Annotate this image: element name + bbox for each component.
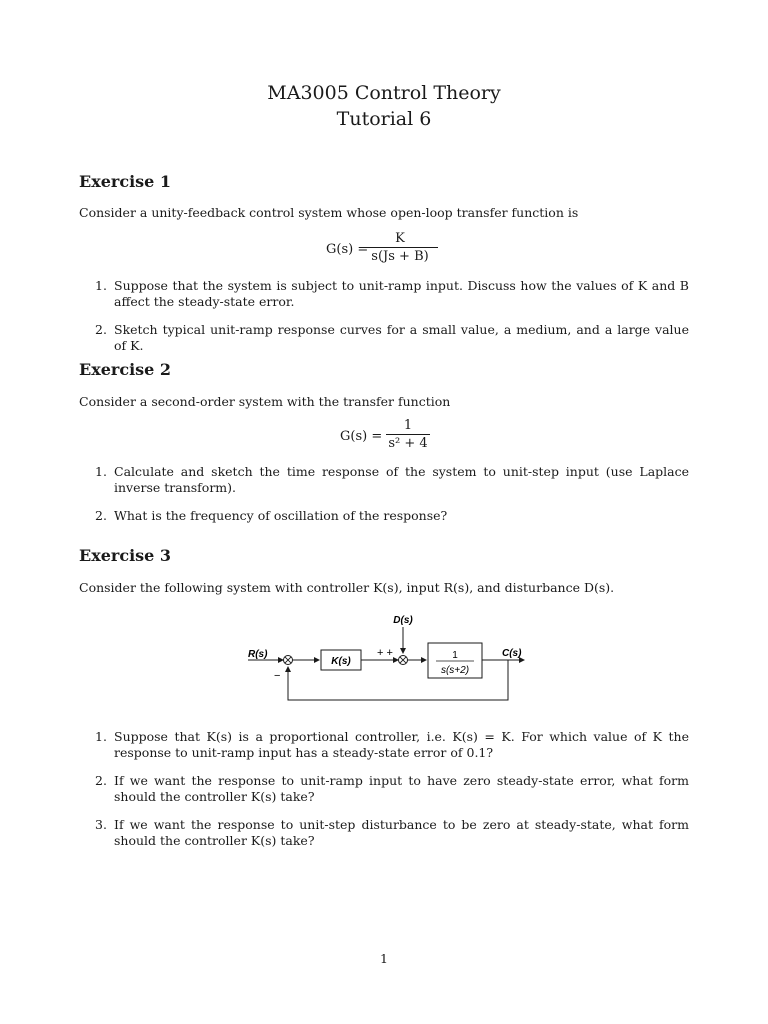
block-diagram	[240, 610, 530, 710]
exercise-1-item-2: 2. Sketch typical unit-ramp response curves for a small value, a medium, and a large value of K.	[95, 322, 689, 353]
exercise-2-intro: Consider a second-order system with the transfer function	[79, 394, 451, 409]
equation-denominator: s(Js + B)	[371, 249, 429, 264]
plant-denominator: s(s+2)	[440, 665, 470, 676]
exercise-3-item-3: 3. If we want the response to unit-step disturbance to be zero at steady-state, what form should the controller K(s) take?	[95, 817, 689, 848]
equation-lhs: G(s) =	[326, 242, 369, 257]
disturbance-label: D(s)	[393, 615, 413, 626]
course-title: MA3005 Control Theory	[267, 82, 501, 104]
summing-junction-1	[284, 656, 293, 665]
exercise-3-intro: Consider the following system with controller K(s), input R(s), and disturbance D(s).	[79, 580, 615, 595]
equation-numerator: K	[395, 231, 405, 246]
input-label: R(s)	[248, 649, 268, 660]
summing-junction-2	[399, 656, 408, 665]
output-label: C(s)	[502, 648, 522, 659]
equation-lhs: G(s) =	[340, 429, 383, 444]
equation-numerator: 1	[403, 418, 413, 433]
exercise-2-item-2: 2. What is the frequency of oscillation of the response?	[95, 508, 448, 523]
tutorial-title: Tutorial 6	[336, 108, 432, 130]
equation-fraction	[386, 418, 430, 451]
exercise-1-intro: Consider a unity-feedback control system whose open-loop transfer function is	[79, 205, 579, 220]
minus-sign: −	[274, 670, 281, 682]
page-number: 1	[380, 951, 388, 966]
equation-denominator: s² + 4	[388, 436, 428, 451]
plus-signs: + +	[377, 647, 393, 659]
controller-label: K(s)	[331, 656, 351, 667]
exercise-2-item-1: 1. Calculate and sketch the time response of the system to unit-step input (use Laplace inverse transform).	[95, 464, 689, 495]
exercise-3-heading: Exercise 3	[79, 546, 172, 565]
exercise-3-item-1: 1. Suppose that K(s) is a proportional controller, i.e. K(s) = K. For which value of K the response to unit-ramp input has a steady-state error of 0.1?	[95, 729, 689, 760]
exercise-1-item-1: 1. Suppose that the system is subject to unit-ramp input. Discuss how the values of K and B affect the steady-state error.	[95, 278, 689, 309]
equation-fraction	[362, 231, 438, 264]
exercise-1-heading: Exercise 1	[79, 172, 172, 191]
exercise-2-heading: Exercise 2	[79, 360, 172, 379]
exercise-3-item-2: 2. If we want the response to unit-ramp input to have zero steady-state error, what form should the controller K(s) take?	[95, 773, 689, 804]
plant-numerator: 1	[452, 650, 458, 661]
